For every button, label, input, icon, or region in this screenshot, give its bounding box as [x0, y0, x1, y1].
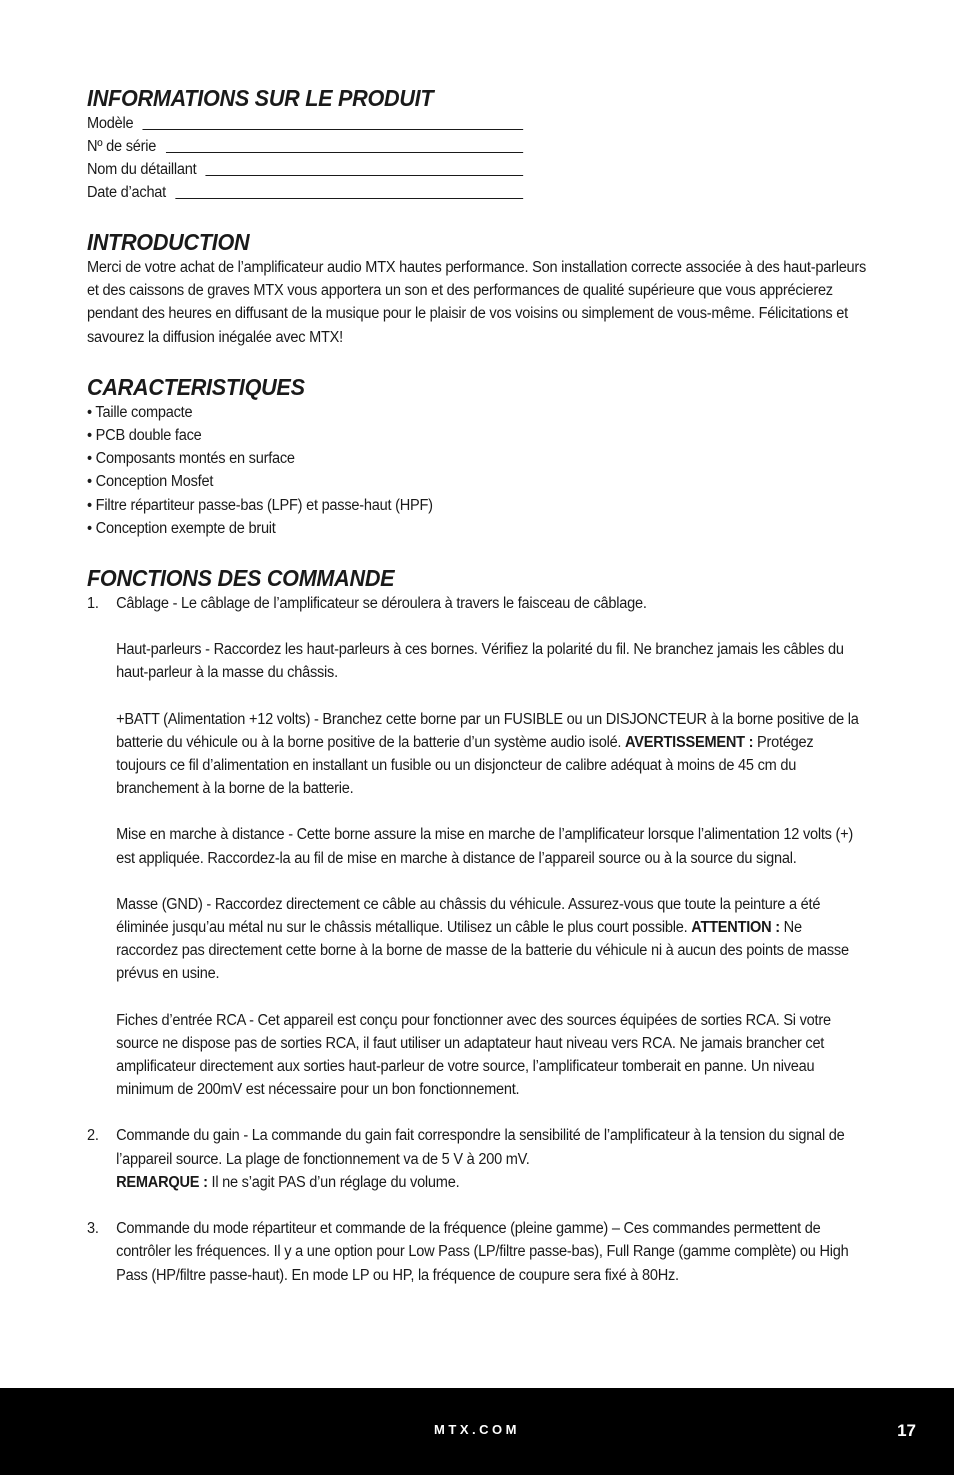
warning-label: AVERTISSEMENT : [625, 733, 754, 751]
serial-field[interactable] [87, 135, 523, 158]
remote-text: Mise en marche à distance - Cette borne assure la mise en marche de l’amplificateur lorsque l’alimentation 12 volts (+) est appliquée. Raccordez-la au fil de mise en marche à distance de l’appareil source ou à la source du signal. [116, 826, 854, 867]
wiring-text: Câblage - Le câblage de l’amplificateur se déroulera à travers le faisceau de câblage. [116, 595, 647, 613]
gain-note [116, 1171, 867, 1194]
serial-label: Nº de série [87, 137, 157, 155]
dealer-field[interactable] [87, 158, 523, 181]
controls-heading: FONCTIONS DES COMMANDE [87, 565, 395, 592]
feature-item: • Taille compacte [87, 403, 193, 421]
note-text: Il ne s’agit PAS d’un réglage du volume. [207, 1173, 460, 1191]
introduction-section [87, 228, 867, 349]
page-footer [0, 1388, 954, 1475]
dealer-label: Nom du détaillant [87, 160, 197, 178]
features-heading: CARACTERISTIQUES [87, 373, 305, 400]
page-number: 17 [897, 1421, 916, 1440]
feature-item: • Composants montés en surface [87, 450, 295, 468]
product-info-section [87, 84, 867, 204]
purchase-date-line [175, 198, 523, 199]
product-info-heading: INFORMATIONS SUR LE PRODUIT [87, 85, 434, 111]
batt-text-start: +BATT (Alimentation +12 volts) - Branchez cette borne par un FUSIBLE ou un DISJONCTEUR à la borne positive de la batterie du véhicule ou à la borne positive de la batterie d’un système audio isolé. [116, 710, 859, 751]
crossover-text: Commande du mode répartiteur et commande de la fréquence (pleine gamme) – Ces commandes permettent de contrôler les fréquences. Il y a une option pour Low Pass (LP/filtre passe-bas), Full Range (gamme complète) ou High Pass (HP/filtre passe-haut). En mode LP ou HP, la fréquence de coupure sera fixé à 80Hz. [116, 1220, 849, 1284]
rca-text: Fiches d’entrée RCA - Cet appareil est conçu pour fonctionner avec des sources équipées de sorties RCA. Si votre source ne dispose pas de sorties RCA, il faut utiliser un adaptateur haut niveau vers RCA. Ne jamais brancher cet amplificateur directement aux sorties haut-parleur de votre source, l’amplificateur tomberait en panne. Un niveau minimum de 200mV est nécessaire pour un bon fonctionnement. [116, 1011, 831, 1099]
note-label: REMARQUE : [116, 1173, 208, 1191]
feature-item: • Conception exempte de bruit [87, 519, 276, 537]
gain-text: Commande du gain - La commande du gain fait correspondre la sensibilité de l’amplificateur à la tension du signal de l’appareil source. La plage de fonctionnement va de 5 V à 200 mV. [116, 1127, 845, 1168]
serial-line [166, 152, 524, 153]
item-number: 1. [87, 595, 99, 613]
attention-label: ATTENTION : [691, 919, 780, 937]
model-label: Modèle [87, 114, 134, 132]
model-field[interactable] [87, 112, 523, 135]
batt-text-end: Protégez toujours ce fil d’alimentation en installant un fusible ou un disjoncteur de calibre adéquat à moins de 45 cm du branchement à la borne de la batterie. [116, 733, 814, 798]
control-item-wiring [87, 592, 867, 1101]
introduction-text: Merci de votre achat de l’amplificateur audio MTX hautes performance. Son installation correcte associée à des haut-parleurs et des caissons de graves MTX vous apportera un son et des performances de qualité supérieure que vous apprécierez pendant des heures en diffusant de la musique pour le plaisir de vos voisins ou simplement de vous-même. Félicitations et savourez la diffusion inégalée avec MTX! [87, 259, 867, 346]
control-item-crossover [87, 1217, 867, 1287]
dealer-line [206, 175, 523, 176]
features-section [87, 373, 867, 540]
control-item-gain [87, 1124, 867, 1194]
features-list [87, 401, 867, 540]
ground-text-start: Masse (GND) - Raccordez directement ce câble au châssis du véhicule. Assurez-vous que toute la peinture a été éliminée jusqu’au métal nu sur le châssis métallique. Utilisez un câble le plus court possible. [116, 895, 821, 937]
item-number: 3. [87, 1220, 99, 1238]
item-number: 2. [87, 1127, 99, 1145]
batt-text [116, 708, 867, 801]
speakers-text: Haut-parleurs - Raccordez les haut-parleurs à ces bornes. Vérifiez la polarité du fil. Ne branchez jamais les câbles du haut-parleur à la masse du châssis. [116, 641, 844, 682]
controls-list [87, 592, 867, 1287]
purchase-date-label: Date d’achat [87, 183, 166, 201]
purchase-date-field[interactable] [87, 181, 523, 204]
footer-site: MTX.COM [434, 1422, 520, 1437]
feature-item: • Filtre répartiteur passe-bas (LPF) et passe-haut (HPF) [87, 496, 433, 514]
page-content [87, 84, 867, 1287]
ground-text [116, 893, 867, 986]
controls-section [87, 564, 867, 1287]
introduction-heading: INTRODUCTION [87, 229, 250, 255]
feature-item: • Conception Mosfet [87, 473, 214, 491]
ground-text-end: Ne raccordez pas directement cette borne à la borne de masse de la batterie du véhicule ni à aucun des points de masse prévus en usine. [116, 919, 849, 983]
model-line [143, 129, 523, 130]
feature-item: • PCB double face [87, 427, 202, 445]
